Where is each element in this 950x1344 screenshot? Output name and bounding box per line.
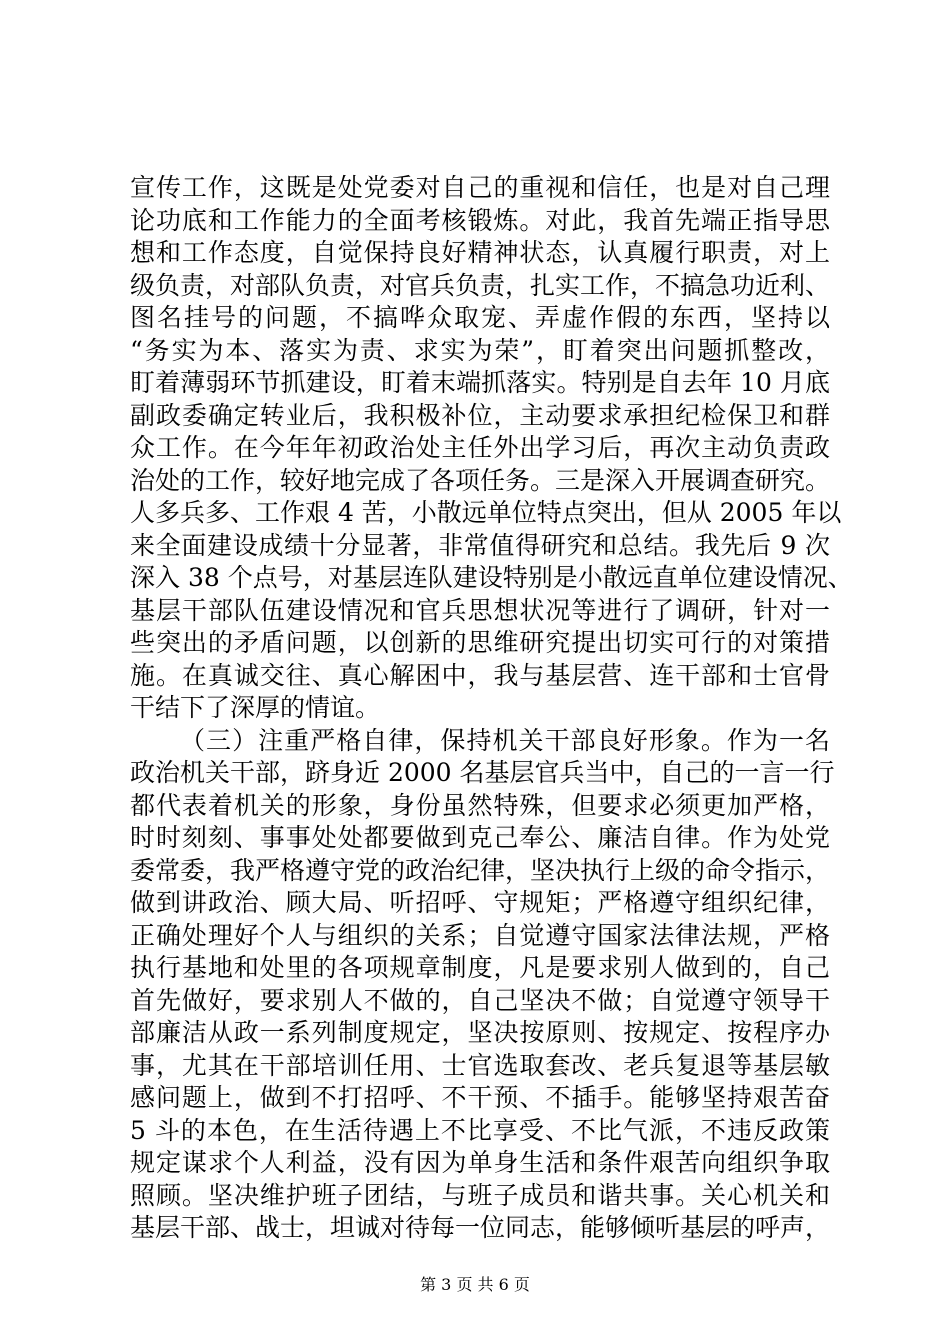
text-line: 都代表着机关的形象，身份虽然特殊，但要求必须更加严格， <box>130 790 830 820</box>
text-line: 规定谋求个人利益，没有因为单身生活和条件艰苦向组织争取 <box>130 1148 830 1177</box>
text-line: “务实为本、落实为责、求实为荣”，盯着突出问题抓整改， <box>130 335 830 365</box>
text-line: 众工作。在今年年初政治处主任外出学习后，再次主动负责政 <box>130 433 830 462</box>
text-line: 事，尤其在干部培训任用、士官选取套改、老兵复退等基层敏 <box>130 1050 830 1080</box>
text-line: 论功底和工作能力的全面考核锻炼。对此，我首先端正指导思 <box>130 205 830 235</box>
text-line: 做到讲政治、顾大局、听招呼、守规矩；严格遵守组织纪律， <box>130 888 830 917</box>
text-line: 正确处理好个人与组织的关系；自觉遵守国家法律法规，严格 <box>130 920 830 950</box>
text-line: 执行基地和处里的各项规章制度，凡是要求别人做到的，自己 <box>130 953 830 982</box>
text-line: 部廉洁从政一系列制度规定，坚决按原则、按规定、按程序办 <box>130 1018 830 1047</box>
text-line: 深入 38 个点号，对基层连队建设特别是小散远直单位建设情况、 <box>130 563 853 592</box>
text-line: 时时刻刻、事事处处都要做到克己奉公、廉洁自律。作为处党 <box>130 823 830 852</box>
text-line: 干结下了深厚的情谊。 <box>130 693 381 722</box>
text-line: 5 斗的本色，在生活待遇上不比享受、不比气派，不违反政策 <box>130 1115 830 1145</box>
page-number-footer: 第 3 页 共 6 页 <box>420 1275 530 1294</box>
document-body <box>130 172 853 1245</box>
text-line: 来全面建设成绩十分显著，非常值得研究和总结。我先后 9 次 <box>130 530 830 560</box>
text-line: 人多兵多、工作艰 4 苦，小散远单位特点突出，但从 2005 年以 <box>130 498 842 527</box>
text-line: 宣传工作，这既是处党委对自己的重视和信任，也是对自己理 <box>130 173 830 202</box>
text-line: 治处的工作，较好地完成了各项任务。三是深入开展调查研究。 <box>130 465 831 495</box>
text-line: 基层干部队伍建设情况和官兵思想状况等进行了调研，针对一 <box>130 595 830 625</box>
text-line: 基层干部、战士，坦诚对待每一位同志，能够倾听基层的呼声， <box>130 1213 831 1242</box>
text-line: 想和工作态度，自觉保持良好精神状态，认真履行职责，对上 <box>130 238 830 267</box>
text-line: 施。在真诚交往、真心解困中，我与基层营、连干部和士官骨 <box>130 660 830 690</box>
section-heading-line: （三）注重严格自律，保持机关干部良好形象。作为一名 <box>180 725 830 755</box>
text-line: 委常委，我严格遵守党的政治纪律，坚决执行上级的命令指示， <box>130 855 831 885</box>
text-line: 照顾。坚决维护班子团结，与班子成员和谐共事。关心机关和 <box>130 1180 830 1210</box>
text-line: 图名挂号的问题，不搞哗众取宠、弄虚作假的东西，坚持以 <box>130 303 830 332</box>
text-line: 些突出的矛盾问题，以创新的思维研究提出切实可行的对策措 <box>130 628 830 657</box>
text-line: 级负责，对部队负责，对官兵负责，扎实工作，不搞急功近利、 <box>130 270 831 300</box>
text-line: 政治机关干部，跻身近 2000 名基层官兵当中，自己的一言一行 <box>130 758 835 787</box>
text-line: 首先做好，要求别人不做的，自己坚决不做；自觉遵守领导干 <box>130 985 830 1015</box>
text-line: 盯着薄弱环节抓建设，盯着末端抓落实。特别是自去年 10 月底 <box>130 368 830 397</box>
text-line: 副政委确定转业后，我积极补位，主动要求承担纪检保卫和群 <box>130 400 830 430</box>
text-line: 感问题上，做到不打招呼、不干预、不插手。能够坚持艰苦奋 <box>130 1083 830 1112</box>
